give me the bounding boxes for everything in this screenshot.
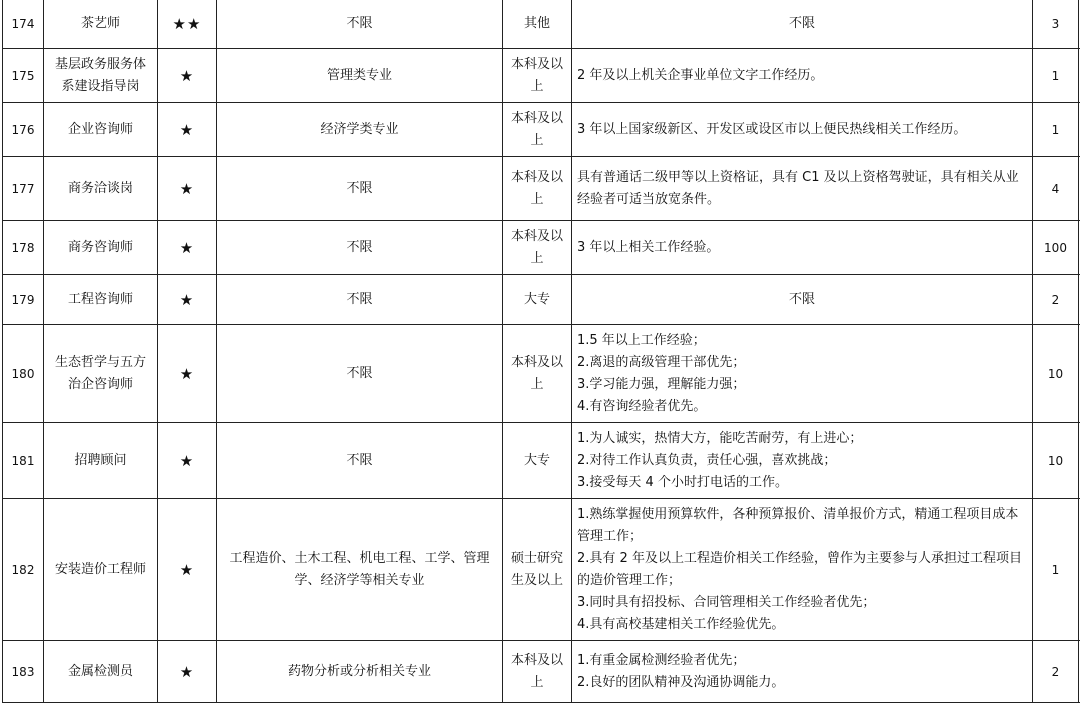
row-number: 174 [3, 0, 44, 49]
education-requirement: 本科及以上 [503, 641, 572, 703]
headcount: 1 [1033, 103, 1079, 157]
job-title: 安装造价工程师 [44, 499, 158, 641]
requirement-line: 2.良好的团队精神及沟通协调能力。 [577, 674, 785, 690]
demand-level-stars: ★ [158, 275, 217, 325]
row-number: 181 [3, 423, 44, 499]
job-title: 企业咨询师 [44, 103, 158, 157]
demand-level-stars: ★ [158, 423, 217, 499]
job-title: 茶艺师 [44, 0, 158, 49]
education-requirement: 本科及以上 [503, 49, 572, 103]
education-requirement: 大专 [503, 423, 572, 499]
demand-level-stars: ★ [158, 103, 217, 157]
job-title: 生态哲学与五方治企咨询师 [44, 325, 158, 423]
row-number: 182 [3, 499, 44, 641]
major-requirement: 经济学类专业 [217, 103, 503, 157]
major-requirement: 不限 [217, 325, 503, 423]
table-body [3, 0, 1080, 703]
requirement-line: 1.为人诚实，热情大方，能吃苦耐劳，有上进心； [577, 430, 863, 446]
row-number: 179 [3, 275, 44, 325]
education-requirement: 其他 [503, 0, 572, 49]
education-requirement: 大专 [503, 275, 572, 325]
requirement-line: 具有普通话二级甲等以上资格证，具有 C1 及以上资格驾驶证，具有相关从业经验者可适当放宽条件。 [577, 169, 1019, 207]
requirement-line: 2.离退的高级管理干部优先； [577, 354, 746, 370]
major-requirement: 不限 [217, 0, 503, 49]
job-requirements [572, 221, 1033, 275]
table-row [3, 103, 1080, 157]
demand-level-stars: ★ [158, 157, 217, 221]
requirement-line: 1.5 年以上工作经验； [577, 332, 706, 348]
demand-level-stars: ★ [158, 325, 217, 423]
requirement-line: 2.对待工作认真负责，责任心强，喜欢挑战； [577, 452, 837, 468]
requirement-line: 2.具有 2 年及以上工程造价相关工作经验，曾作为主要参与人承担过工程项目的造价管理工作； [577, 550, 1022, 588]
job-requirements [572, 499, 1033, 641]
job-title: 商务洽谈岗 [44, 157, 158, 221]
row-number: 180 [3, 325, 44, 423]
major-requirement: 不限 [217, 275, 503, 325]
demand-level-stars: ★ [158, 499, 217, 641]
job-title: 工程咨询师 [44, 275, 158, 325]
headcount: 1 [1033, 499, 1079, 641]
demand-level-stars: ★★ [158, 0, 217, 49]
table-row [3, 0, 1080, 49]
table-row [3, 641, 1080, 703]
job-requirements [572, 0, 1033, 49]
job-title: 金属检测员 [44, 641, 158, 703]
table-row [3, 325, 1080, 423]
row-number: 177 [3, 157, 44, 221]
job-title: 基层政务服务体系建设指导岗 [44, 49, 158, 103]
headcount: 2 [1033, 275, 1079, 325]
requirement-line: 4.有咨询经验者优先。 [577, 398, 707, 414]
requirement-line: 3 年以上相关工作经验。 [577, 239, 720, 255]
requirement-line: 不限 [788, 291, 815, 307]
headcount: 1 [1033, 49, 1079, 103]
headcount: 10 [1033, 423, 1079, 499]
requirement-line: 2 年及以上机关企事业单位文字工作经历。 [577, 67, 824, 83]
major-requirement: 工程造价、土木工程、机电工程、工学、管理学、经济学等相关专业 [217, 499, 503, 641]
headcount: 2 [1033, 641, 1079, 703]
requirement-line: 3.接受每天 4 个小时打电话的工作。 [577, 474, 788, 490]
headcount: 10 [1033, 325, 1079, 423]
headcount: 4 [1033, 157, 1079, 221]
demand-level-stars: ★ [158, 641, 217, 703]
table-row [3, 221, 1080, 275]
job-requirements [572, 641, 1033, 703]
education-requirement: 硕士研究生及以上 [503, 499, 572, 641]
requirement-line: 3 年以上国家级新区、开发区或设区市以上便民热线相关工作经历。 [577, 121, 967, 137]
major-requirement: 不限 [217, 221, 503, 275]
headcount: 100 [1033, 221, 1079, 275]
table-row [3, 157, 1080, 221]
job-requirements [572, 423, 1033, 499]
job-requirements [572, 325, 1033, 423]
requirement-line: 3.学习能力强，理解能力强； [577, 376, 746, 392]
education-requirement: 本科及以上 [503, 103, 572, 157]
row-number: 178 [3, 221, 44, 275]
job-requirements [572, 49, 1033, 103]
education-requirement: 本科及以上 [503, 325, 572, 423]
headcount: 3 [1033, 0, 1079, 49]
requirement-line: 4.具有高校基建相关工作经验优先。 [577, 616, 785, 632]
demand-level-stars: ★ [158, 49, 217, 103]
row-number: 176 [3, 103, 44, 157]
education-requirement: 本科及以上 [503, 157, 572, 221]
table-row [3, 49, 1080, 103]
requirement-line: 1.熟练掌握使用预算软件，各种预算报价、清单报价方式，精通工程项目成本管理工作； [577, 506, 1019, 544]
major-requirement: 不限 [217, 423, 503, 499]
education-requirement: 本科及以上 [503, 221, 572, 275]
requirement-line: 1.有重金属检测经验者优先； [577, 652, 746, 668]
job-requirements [572, 157, 1033, 221]
job-requirements [572, 103, 1033, 157]
job-requirements [572, 275, 1033, 325]
table-row [3, 423, 1080, 499]
row-number: 183 [3, 641, 44, 703]
major-requirement: 管理类专业 [217, 49, 503, 103]
requirement-line: 3.同时具有招投标、合同管理相关工作经验者优先； [577, 594, 876, 610]
job-title: 商务咨询师 [44, 221, 158, 275]
demand-level-stars: ★ [158, 221, 217, 275]
job-title: 招聘顾问 [44, 423, 158, 499]
major-requirement: 药物分析或分析相关专业 [217, 641, 503, 703]
table-row [3, 275, 1080, 325]
table-row [3, 499, 1080, 641]
requirement-line: 不限 [788, 15, 815, 31]
row-number: 175 [3, 49, 44, 103]
major-requirement: 不限 [217, 157, 503, 221]
job-listing-table [2, 0, 1080, 703]
